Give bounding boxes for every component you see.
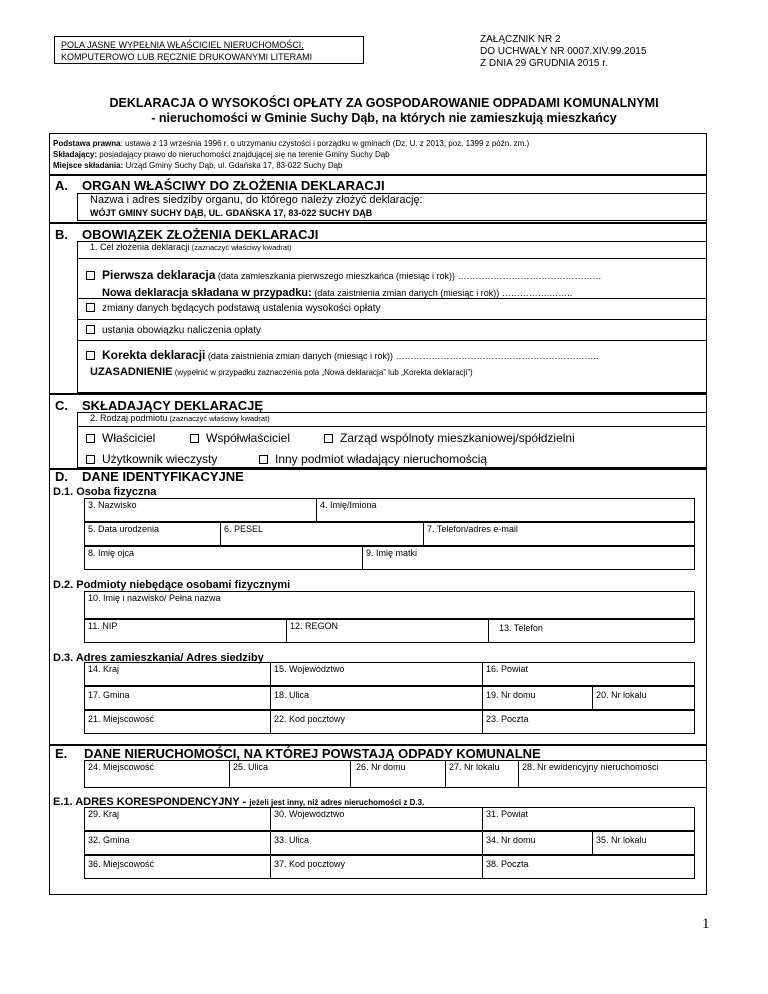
field-20-apartment-number[interactable]: 20. Nr lokalu	[592, 686, 695, 710]
purpose-label	[90, 242, 292, 252]
fill-instruction-line1: POLA JASNE WYPEŁNIA WŁAŚCICIEL NIERUCHOMOŚCI,	[61, 40, 304, 50]
change-option[interactable]	[86, 303, 381, 314]
section-e-letter: E.	[55, 746, 68, 761]
end-label: ustania obowiązku naliczenia opłaty	[102, 325, 261, 336]
page-subtitle: - nieruchomości w Gminie Suchy Dąb, na których nie zamieszkują mieszkańcy	[151, 111, 617, 125]
field-35-apartment-number[interactable]: 35. Nr lokalu	[592, 831, 695, 855]
entity-type-label-hint: (zaznaczyć właściwy kwadrat)	[167, 414, 270, 423]
end-checkbox[interactable]	[86, 325, 95, 334]
field-36-locality[interactable]: 36. Miejscowość	[84, 855, 271, 879]
field-31-district[interactable]: 31. Powiat	[482, 807, 695, 831]
coowner-label: Współwłaściciel	[206, 431, 291, 445]
field-38-post-office[interactable]: 38. Poczta	[482, 855, 695, 879]
other-entity-option[interactable]	[259, 452, 487, 466]
new-declaration-label: Nowa deklaracja składana w przypadku:	[102, 287, 312, 299]
field-12-regon[interactable]: 12. REGON	[286, 619, 489, 643]
field-11-nip[interactable]: 11. NIP	[84, 619, 287, 643]
correction-checkbox[interactable]	[86, 351, 95, 360]
purpose-divider-4	[77, 340, 707, 341]
field-32-commune[interactable]: 32. Gmina	[84, 831, 271, 855]
justification-label: UZASADNIENIE	[90, 366, 173, 378]
annex-line2: DO UCHWAŁY NR 0007.XIV.99.2015	[480, 46, 647, 57]
section-d-letter: D.	[55, 469, 68, 484]
d2-title: D.2. Podmioty niebędące osobami fizycznymi	[53, 579, 291, 591]
section-a-title: ORGAN WŁAŚCIWY DO ZŁOŻENIA DEKLARACJI	[82, 178, 385, 193]
first-declaration-option[interactable]	[86, 266, 602, 284]
field-21-locality[interactable]: 21. Miejscowość	[84, 710, 271, 734]
owner-label: Właściciel	[102, 431, 156, 445]
field-3-surname[interactable]: 3. Nazwisko	[84, 498, 317, 522]
field-14-country[interactable]: 14. Kraj	[84, 662, 271, 686]
section-b-letter: B.	[55, 227, 68, 242]
section-b-title: OBOWIĄZEK ZŁOŻENIA DEKLARACJI	[82, 227, 319, 242]
field-22-postal-code[interactable]: 22. Kod pocztowy	[270, 710, 483, 734]
place-label: Miejsce składania:	[53, 161, 124, 170]
perpetual-label: Użytkownik wieczysty	[102, 452, 218, 466]
purpose-divider-3	[77, 319, 707, 320]
annex-line3: Z DNIA 29 GRUDNIA 2015 r.	[480, 58, 608, 69]
field-33-street[interactable]: 33. Ulica	[270, 831, 483, 855]
legal-basis	[53, 139, 529, 148]
submitter-label: Składający:	[53, 150, 98, 159]
board-checkbox[interactable]	[324, 434, 333, 443]
field-7-phone-email[interactable]: 7. Telefon/adres e-mail	[423, 522, 695, 546]
first-declaration-checkbox[interactable]	[86, 271, 95, 280]
purpose-label-hint: (zaznaczyć właściwy kwadrat)	[189, 243, 292, 252]
entity-type-label	[90, 413, 270, 423]
first-declaration-label: Pierwsza deklaracja	[102, 268, 216, 282]
entity-type-label-text: 2. Rodzaj podmiotu	[90, 413, 168, 423]
change-label: zmiany danych będących podstawą ustalenia wysokości opłaty	[102, 303, 381, 314]
field-5-birth-date[interactable]: 5. Data urodzenia	[84, 522, 221, 546]
organ-field-label: Nazwa i adres siedziby organu, do którego należy złożyć deklarację:	[90, 194, 423, 206]
board-option[interactable]	[324, 431, 575, 445]
legal-basis-text: : ustawa z 13 września 1996 r. o utrzymaniu czystości i porządku w gminach (Dz. U. z 2013, poz. 1399 z późn. zm.)	[120, 139, 530, 148]
d3-title: D.3. Adres zamieszkania/ Adres siedziby	[53, 652, 264, 664]
submitter-text: posiadający prawo do nieruchomości znajdującej się na terenie Gminy Suchy Dąb	[97, 150, 390, 159]
section-c-title: SKŁADAJĄCY DEKLARACJĘ	[82, 398, 264, 413]
change-checkbox[interactable]	[86, 303, 95, 312]
annex-line1: ZAŁĄCZNIK NR 2	[480, 34, 561, 45]
page-number: 1	[702, 916, 710, 932]
other-entity-label: Inny podmiot władający nieruchomością	[275, 452, 488, 466]
purpose-divider-1	[77, 258, 707, 259]
field-27-apartment-number[interactable]: 27. Nr lokalu	[445, 760, 519, 788]
field-23-post-office[interactable]: 23. Poczta	[482, 710, 695, 734]
field-4-first-names[interactable]: 4. Imię/Imiona	[316, 498, 695, 522]
coowner-checkbox[interactable]	[190, 434, 199, 443]
submitter	[53, 150, 390, 159]
d1-title: D.1. Osoba fizyczna	[53, 486, 157, 498]
field-16-district[interactable]: 16. Powiat	[482, 662, 695, 686]
organ-field-value: WÓJT GMINY SUCHY DĄB, UL. GDAŃSKA 17, 83-022 SUCHY DĄB	[90, 208, 373, 218]
place	[53, 161, 343, 170]
field-10-full-name[interactable]: 10. Imię i nazwisko/ Pełna nazwa	[84, 591, 695, 619]
perpetual-option[interactable]	[86, 452, 217, 466]
e1-title-text: E.1. ADRES KORESPONDENCYJNY -	[53, 796, 250, 808]
new-declaration-hint: (data zaistnienia zmian danych (miesiąc i rok)) …………….……..	[311, 288, 573, 298]
perpetual-checkbox[interactable]	[86, 455, 95, 464]
entity-divider	[77, 426, 707, 427]
legal-basis-label: Podstawa prawna	[53, 139, 121, 148]
board-label: Zarząd wspólnoty mieszkaniowej/spółdzielni	[340, 431, 575, 445]
field-34-house-number[interactable]: 34. Nr domu	[482, 831, 593, 855]
page-title: DEKLARACJA O WYSOKOŚCI OPŁATY ZA GOSPODAROWANIE ODPADAMI KOMUNALNYMI	[109, 96, 659, 110]
section-a-letter: A.	[55, 178, 68, 193]
field-8-father-name[interactable]: 8. Imię ojca	[84, 546, 363, 570]
justification[interactable]	[90, 362, 473, 380]
section-e-title: DANE NIERUCHOMOŚCI, NA KTÓREJ POWSTAJĄ ODPADY KOMUNALNE	[84, 746, 541, 761]
field-29-country[interactable]: 29. Kraj	[84, 807, 271, 831]
field-15-voivodeship[interactable]: 15. Województwo	[270, 662, 483, 686]
end-option[interactable]	[86, 325, 261, 336]
field-18-street[interactable]: 18. Ulica	[270, 686, 483, 710]
field-13-phone[interactable]: 13. Telefon	[488, 619, 695, 643]
section-c-letter: C.	[55, 398, 68, 413]
purpose-label-text: 1. Cel złożenia deklaracji	[90, 242, 190, 252]
owner-option[interactable]	[86, 431, 155, 445]
first-declaration-hint: (data zamieszkania pierwszego mieszkańca (miesiąc i rok)) …………………………………………	[215, 271, 602, 281]
coowner-option[interactable]	[190, 431, 290, 445]
field-9-mother-name[interactable]: 9. Imię matki	[362, 546, 695, 570]
field-28-registry-number[interactable]: 28. Nr ewidencyjny nieruchomości	[518, 760, 707, 788]
section-d-title: DANE IDENTYFIKACYJNE	[82, 469, 244, 484]
owner-checkbox[interactable]	[86, 434, 95, 443]
field-19-house-number[interactable]: 19. Nr domu	[482, 686, 593, 710]
justification-hint: (wypełnić w przypadku zaznaczenia pola „Nowa deklaracja” lub „Korekta deklaracji”)	[172, 368, 473, 377]
field-26-house-number[interactable]: 26. Nr domu	[350, 760, 446, 788]
field-25-street[interactable]: 25. Ulica	[229, 760, 351, 788]
field-6-pesel[interactable]: 6. PESEL	[220, 522, 424, 546]
correction-label: Korekta deklaracji	[102, 348, 206, 362]
e1-title-hint: jeżeli jest inny, niż adres nieruchomości z D.3.	[249, 798, 425, 807]
other-entity-checkbox[interactable]	[259, 455, 268, 464]
purpose-divider-2	[77, 298, 707, 299]
place-text: Urząd Gminy Suchy Dąb, ul. Gdańska 17, 83-022 Suchy Dąb	[123, 161, 343, 170]
field-17-commune[interactable]: 17. Gmina	[84, 686, 271, 710]
field-37-postal-code[interactable]: 37. Kod pocztowy	[270, 855, 483, 879]
field-24-locality[interactable]: 24. Miejscowość	[84, 760, 230, 788]
field-30-voivodeship[interactable]: 30. Województwo	[270, 807, 483, 831]
fill-instruction-line2: KOMPUTEROWO LUB RĘCZNIE DRUKOWANYMI LITERAMI	[61, 52, 313, 62]
correction-hint: (data zaistnienia zmian danych (miesiąc i rok)) …………………………………………………………..	[205, 351, 599, 361]
